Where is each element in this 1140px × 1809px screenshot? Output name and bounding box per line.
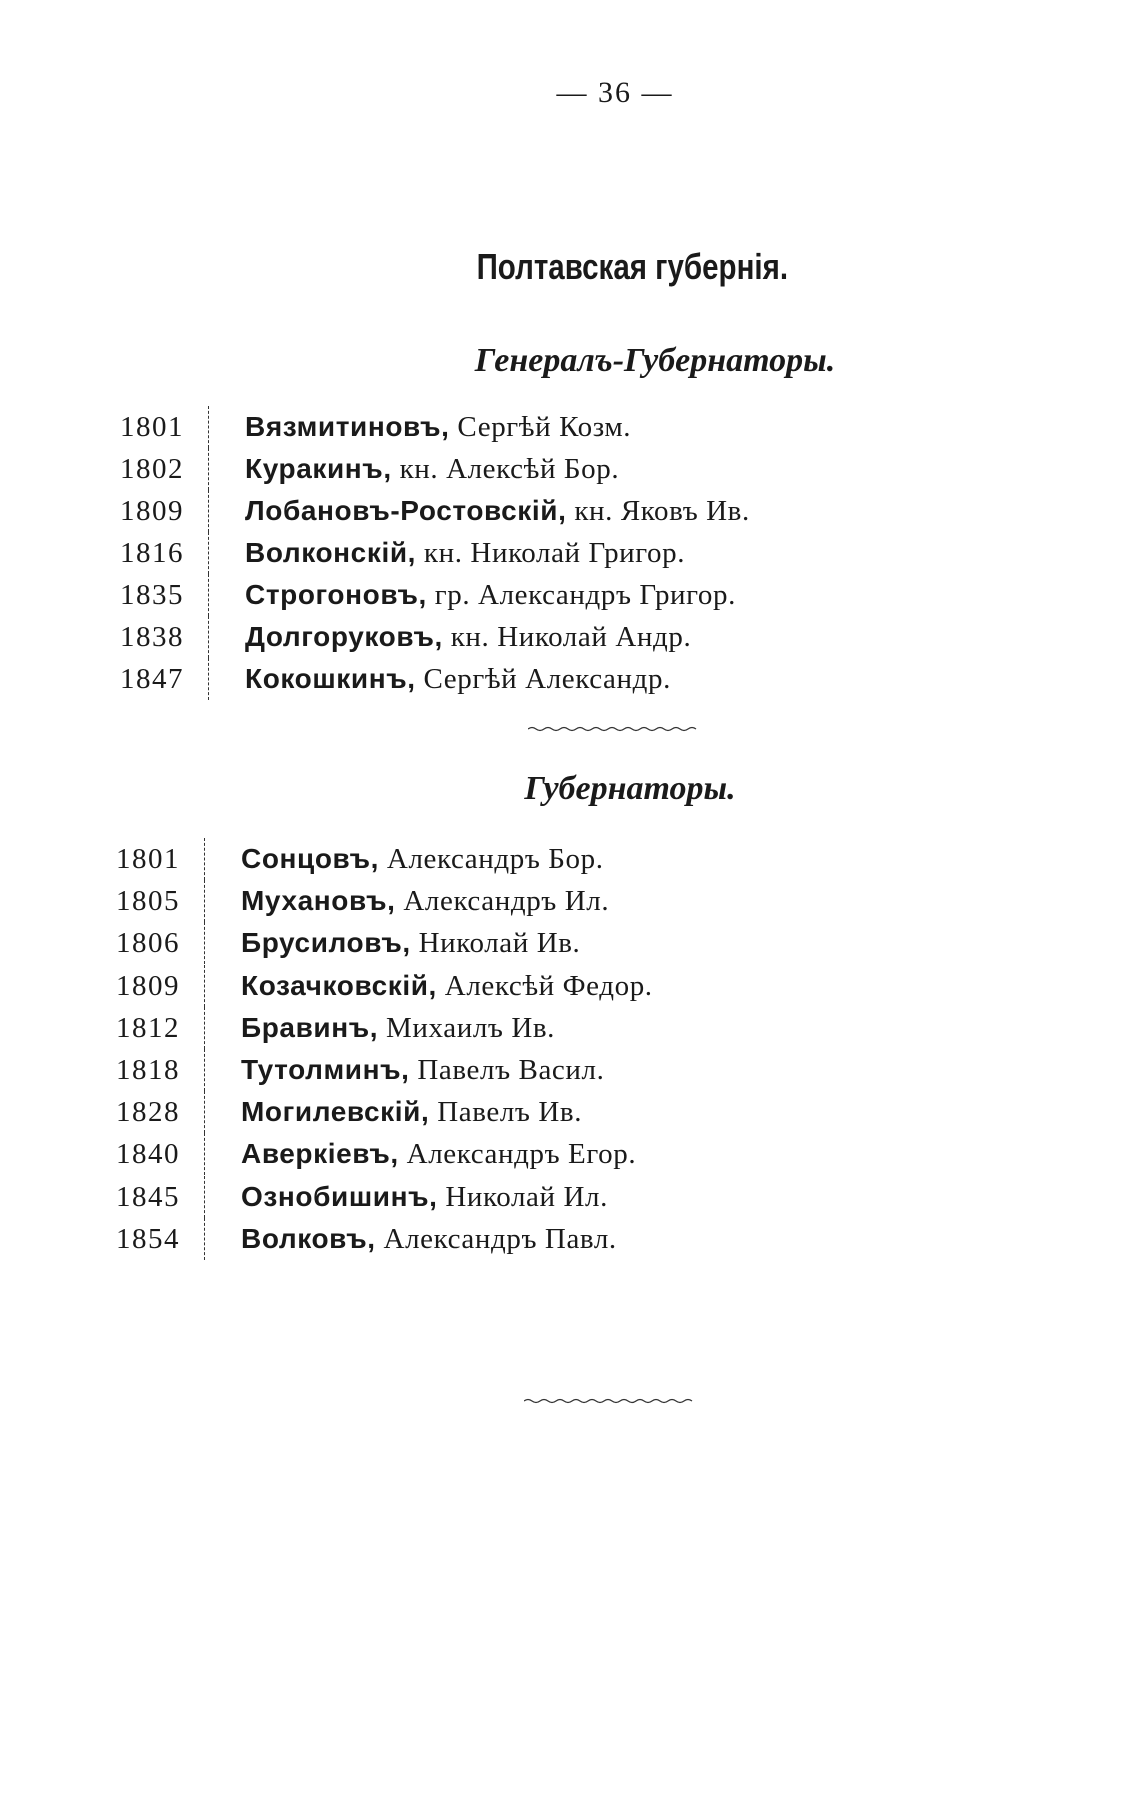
list-item	[116, 1049, 653, 1091]
name	[209, 495, 750, 528]
given-name: Павелъ Ив.	[437, 1096, 583, 1129]
name	[205, 970, 653, 1003]
list-item	[116, 1218, 653, 1260]
name	[205, 1138, 636, 1171]
surname: Сонцовъ,	[241, 843, 380, 874]
given-name: кн. Яковъ Ив.	[574, 495, 750, 527]
given-name: Александръ Ил.	[403, 885, 610, 918]
given-name: кн. Алексѣй Бор.	[399, 453, 620, 485]
page-number: — 36 —	[556, 76, 674, 109]
year: 1828	[116, 1091, 205, 1133]
list-item	[116, 922, 653, 964]
year: 1806	[116, 922, 205, 964]
year: 1816	[120, 532, 209, 574]
year: 1801	[116, 838, 205, 880]
year: 1812	[116, 1007, 205, 1049]
surname: Тутолминъ,	[241, 1053, 410, 1085]
given-name: Александръ Бор.	[386, 843, 604, 875]
name	[205, 1181, 608, 1214]
year: 1801	[120, 406, 209, 448]
given-name: Николай Ил.	[445, 1180, 608, 1213]
name	[209, 411, 631, 444]
surname: Ознобишинъ,	[241, 1180, 438, 1212]
given-name: гр. Александръ Григор.	[434, 579, 736, 611]
name	[205, 1096, 582, 1129]
year: 1840	[116, 1133, 205, 1175]
name	[209, 621, 691, 654]
surname: Козачковскій,	[241, 969, 437, 1001]
year: 1818	[116, 1049, 205, 1091]
surname: Строгоновъ,	[245, 579, 427, 610]
list-item	[120, 616, 750, 658]
surname: Куракинъ,	[245, 453, 392, 484]
year: 1847	[120, 658, 209, 700]
list-item	[120, 406, 750, 448]
surname: Волконскій,	[245, 537, 417, 568]
list-item	[116, 1091, 653, 1133]
year: 1854	[116, 1218, 205, 1260]
list-item	[120, 574, 750, 616]
list-item	[116, 965, 653, 1007]
page-title: Полтавская губернія.	[476, 246, 789, 287]
governors-general-list	[120, 406, 750, 700]
name	[205, 885, 609, 918]
given-name: Александръ Егор.	[406, 1138, 637, 1171]
list-item	[120, 448, 750, 490]
list-item	[116, 880, 653, 922]
year: 1809	[116, 965, 205, 1007]
surname: Брусиловъ,	[241, 927, 411, 959]
given-name: Сергѣй Козм.	[457, 411, 632, 443]
list-item	[116, 1176, 653, 1218]
list-item	[120, 532, 750, 574]
year: 1809	[120, 490, 209, 532]
list-item	[116, 1007, 653, 1049]
given-name: кн. Николай Андр.	[450, 621, 692, 653]
name	[205, 843, 604, 876]
name	[209, 453, 619, 486]
given-name: Николай Ив.	[418, 927, 581, 960]
year: 1802	[120, 448, 209, 490]
ornamental-divider	[524, 1398, 694, 1404]
name	[205, 1054, 604, 1087]
given-name: Михаилъ Ив.	[386, 1011, 556, 1044]
surname: Бравинъ,	[241, 1011, 379, 1043]
year: 1838	[120, 616, 209, 658]
surname: Волковъ,	[241, 1222, 376, 1254]
surname: Долгоруковъ,	[245, 621, 443, 652]
surname: Лобановъ-Ростовскій,	[245, 495, 567, 526]
ornamental-divider	[528, 726, 698, 732]
name	[209, 537, 685, 570]
year: 1805	[116, 880, 205, 922]
list-item	[120, 658, 750, 700]
surname: Могилевскій,	[241, 1096, 430, 1128]
year: 1835	[120, 574, 209, 616]
section-heading-governors: Губернаторы.	[524, 770, 736, 807]
given-name: Сергѣй Александр.	[423, 663, 671, 695]
given-name: кн. Николай Григор.	[423, 537, 686, 569]
year: 1845	[116, 1176, 205, 1218]
list-item	[116, 838, 653, 880]
name	[209, 579, 736, 612]
surname: Аверкіевъ,	[241, 1138, 399, 1170]
name	[205, 1012, 555, 1045]
name	[205, 927, 580, 960]
surname: Кокошкинъ,	[245, 663, 416, 694]
given-name: Александръ Павл.	[383, 1222, 617, 1255]
governors-list	[116, 838, 653, 1260]
list-item	[120, 490, 750, 532]
surname: Мухановъ,	[241, 885, 396, 917]
given-name: Алексѣй Федор.	[444, 969, 653, 1002]
surname: Вязмитиновъ,	[245, 411, 450, 442]
section-heading-governors-general: Генералъ-Губернаторы.	[474, 342, 836, 379]
given-name: Павелъ Васил.	[417, 1053, 605, 1086]
name	[209, 663, 671, 696]
name	[205, 1223, 617, 1256]
list-item	[116, 1133, 653, 1175]
